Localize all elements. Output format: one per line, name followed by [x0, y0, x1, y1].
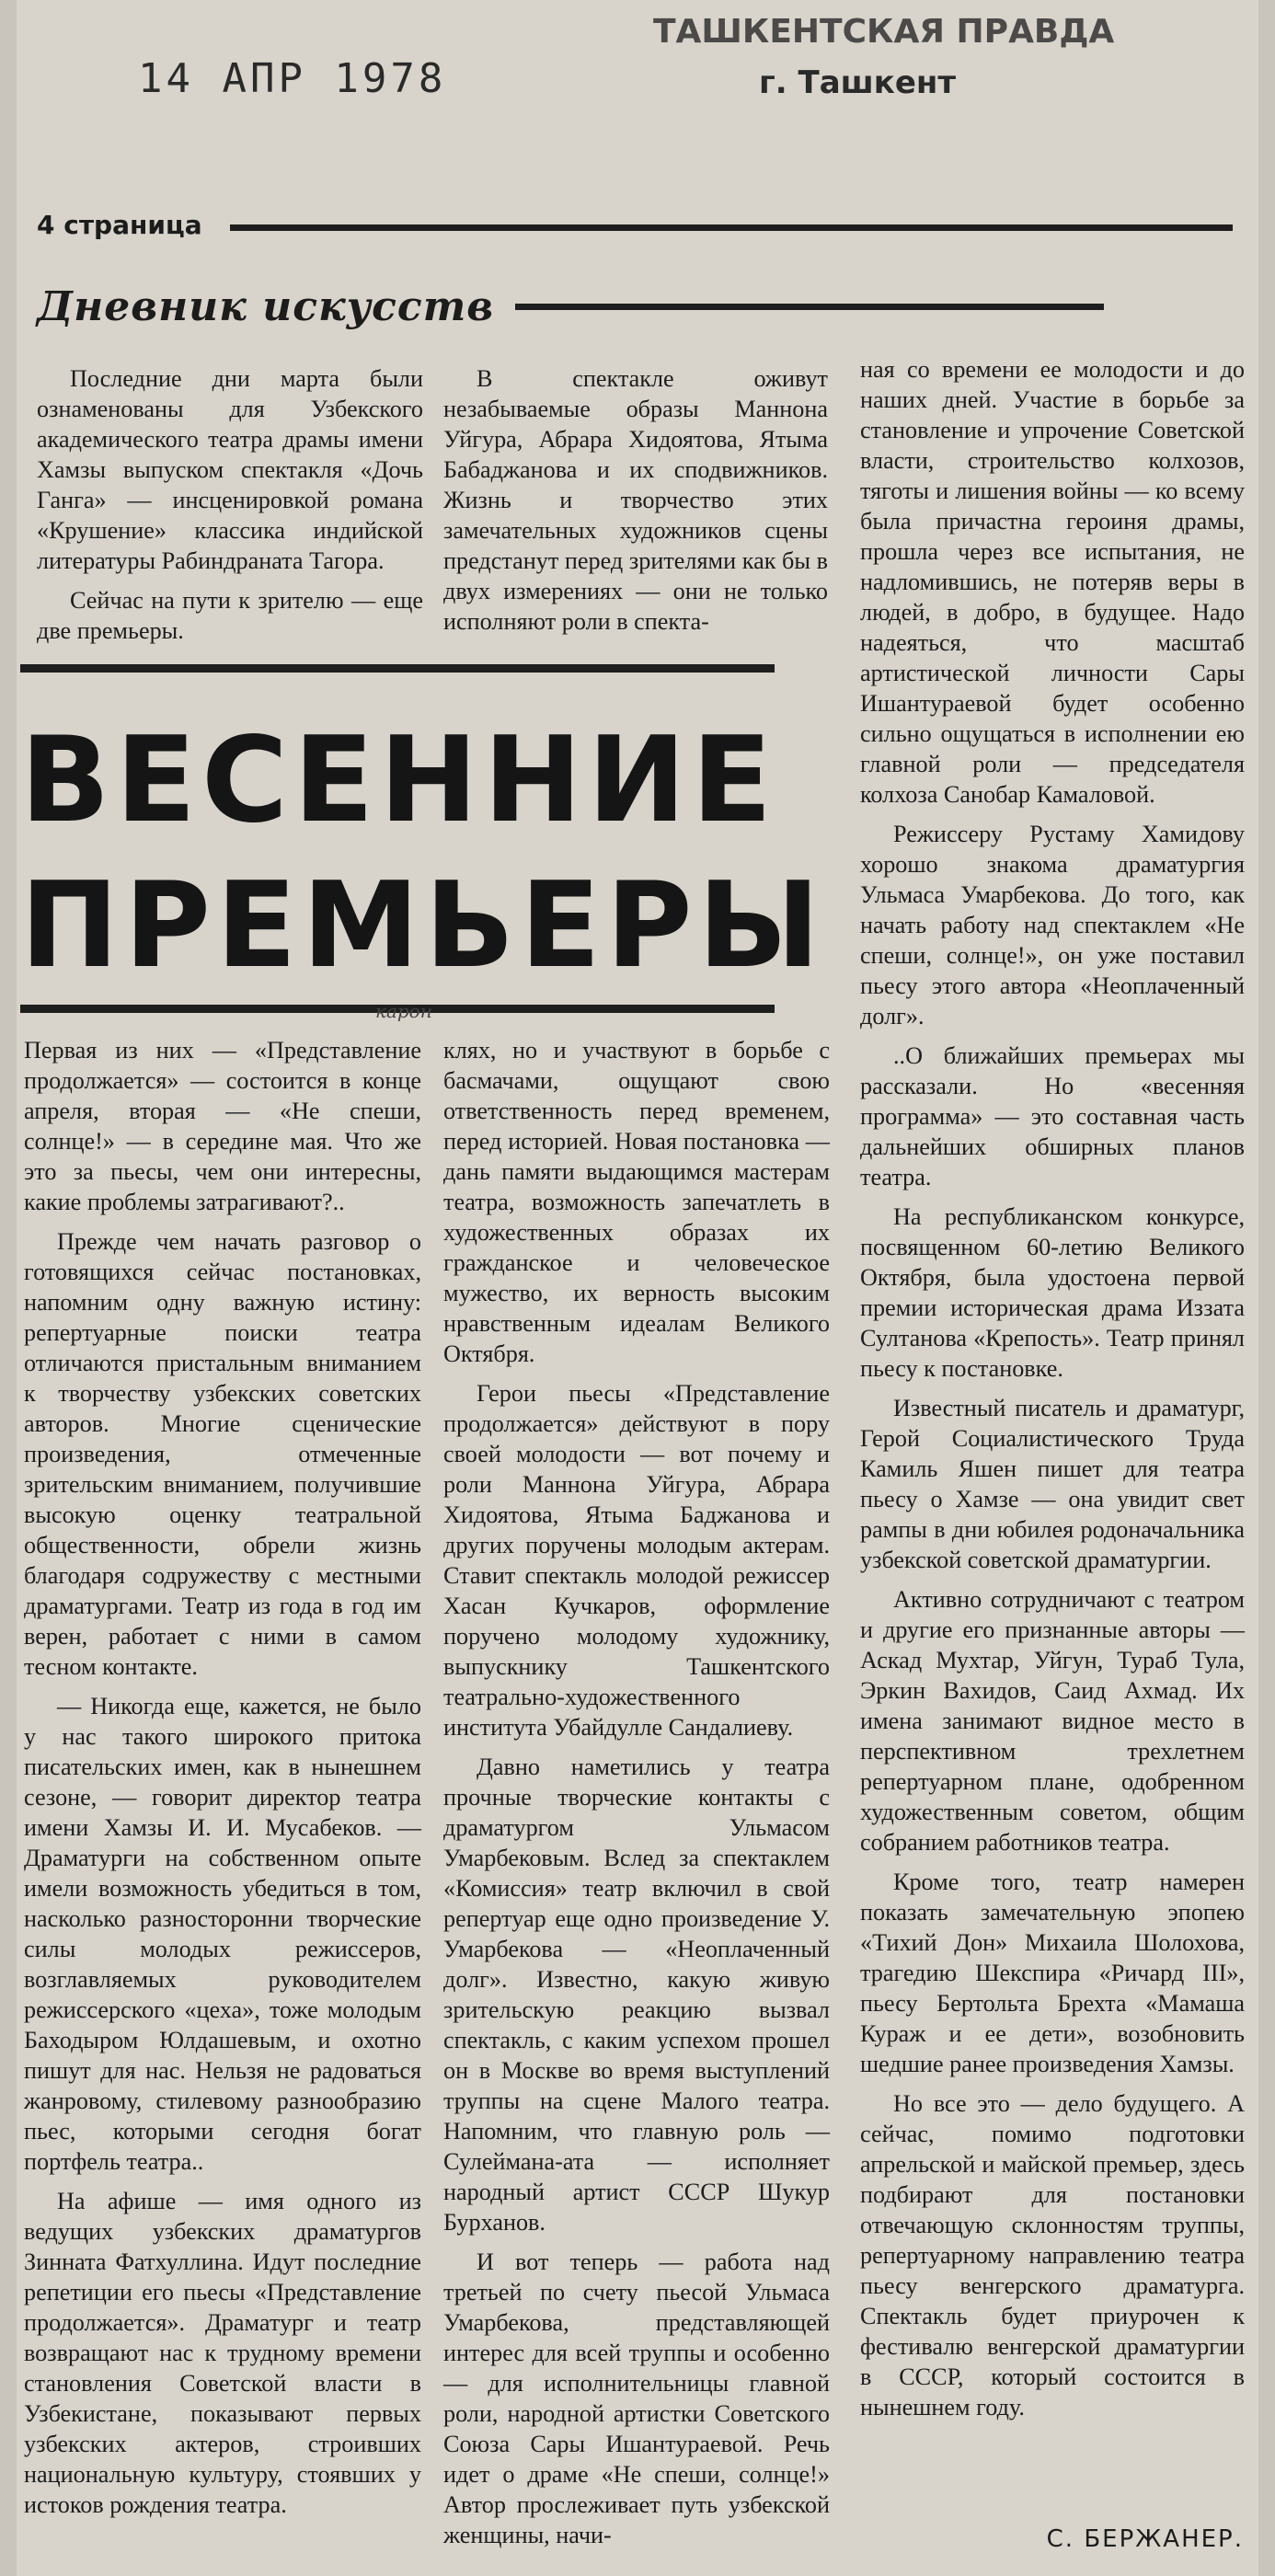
paragraph: Режиссеру Рустаму Хамидову хорошо знакома драматургия Ульмаса Умарбекова. До того, как начать работу над спектаклем «Не спеши, солнце!», он уже поставил пьесу этого автора «Неоплаченный долг».: [860, 821, 1245, 1029]
paragraph: ..О ближайших премьерах мы рассказали. Но «весенняя программа» — это составная часть дальнейших обширных планов театра.: [860, 1042, 1245, 1190]
city-stamp: г. Ташкент: [759, 64, 957, 101]
handwritten-note: карон: [375, 1000, 432, 1022]
paragraph: — Никогда еще, кажется, не было у нас такого широкого притока писательских имен, как в нынешнем сезоне, — говорит директор театра имени Хамзы И. И. Мусабеков. — Драматурги на собственном опыте имели возможность убедиться в том, насколько разносторонни творческие силы молодых режиссеров, возглавляемых руководителем режиссерского «цеха», тоже молодым Баходыром Юлдашевым, и охотно пишут для нас. Нельзя не радоваться жанровому, стилевому разнообразию пьес, которыми сегодня богат портфель театра..: [24, 1693, 421, 2175]
left-column: [24, 1035, 421, 2520]
paragraph: Прежде чем начать разговор о готовящихся сейчас постановках, напомним одну важную истину: репертуарные поиски театра отличаются пристальным вниманием к творчеству узбекских советских авторов. Многие сценические произведения, отмеченные зрительским вниманием, получившие высокую оценку театральной общественности, обрели жизнь благодаря содружеству с местными драматургами. Театр из года в год им верен, работает с ними в самом тесном контакте.: [24, 1228, 421, 1680]
headline-top-rule: [20, 664, 775, 673]
rubric-title: Дневник искусств: [37, 283, 495, 330]
headline-line: ПРЕМЬЕРЫ: [20, 857, 826, 995]
paragraph: На афише — имя одного из ведущих узбекских драматургов Зинната Фатхуллина. Идут последние репетиции его пьесы «Представление продолжается». Драматург и театр возвращают нас к трудному времени становления Советской власти в Узбекистане, показывают первых узбекских актеров, строивших национальную культуру, стоявших у истоков рождения театра.: [24, 2188, 421, 2518]
paragraph: Активно сотрудничают с театром и другие его признанные авторы — Аскад Мухтар, Уйгун, Тураб Тула, Эркин Вахидов, Саид Ахмад. Их имена занимают видное место в перспективном трехлетнем репертуарном плане, одобренном художественным советом, общим собранием работников театра.: [860, 1586, 1245, 1856]
paragraph: Кроме того, театр намерен показать замечательную эпопею «Тихий Дон» Михаила Шолохова, трагедию Шекспира «Ричард III», пьесу Бертольта Брехта «Мамаша Кураж и ее дети», возобновить шедшие ранее произведения Хамзы.: [860, 1869, 1245, 2077]
headline: [20, 708, 826, 999]
page-label-rule: [230, 224, 1233, 231]
author-signature: С. БЕРЖАНЕР.: [1046, 2525, 1244, 2553]
paragraph: ная со времени ее молодости и до наших дней. Участие в борьбе за становление и упрочение Советской власти, строительство колхозов, тяготы и лишения войны — ко всему была причастна героиня драмы, прошла через все испытания, не надломившись, не потеряв веры в людей, в добро, в будущее. Надо надеяться, что масштаб артистической личности Сары Ишантураевой будет особенно сильно ощущаться в исполнении ею главной роли — председателя колхоза Санобар Камаловой.: [860, 356, 1245, 808]
paragraph: Но все это — дело будущего. А сейчас, помимо подготовки апрельской и майской премьер, здесь подбирают для постановки отвечающую склонностям труппы, репертуарному направлению театра пьесу венгерского драматурга. Спектакль будет приурочен к фестивалю венгерской драматургии в СССР, который состоится в нынешнем году.: [860, 2090, 1245, 2421]
middle-column: [443, 1035, 830, 2550]
paragraph: И вот теперь — работа над третьей по счету пьесой Ульмаса Умарбекова, представляющей интерес для всей труппы и особенно — для исполнительницы главной роли, народной артистки Советского Союза Сары Ишантураевой. Речь идет о драме «Не спеши, солнце!» Автор прослеживает путь узбекской женщины, начи-: [443, 2248, 830, 2548]
rubric-rule: [515, 304, 1104, 310]
paragraph: Последние дни марта были ознаменованы для Узбекского академического театра драмы имени Хамзы выпуском спектакля «Дочь Ганга» — инсценировкой романа «Крушение» классика индийской литературы Рабиндраната Тагора.: [37, 365, 423, 574]
paragraph: клях, но и участвуют в борьбе с басмачами, ощущают свою ответственность перед временем, перед историей. Новая постановка — дань памяти выдающимся мастерам театра, возможность запечатлеть в художественных образах их гражданское и человеческое мужество, их верность высоким нравственным идеалам Великого Октября.: [443, 1037, 830, 1367]
paragraph: На республиканском конкурсе, посвященном 60-летию Великого Октября, была удостоена первой премии историческая драма Иззата Султанова «Крепость». Театр принял пьесу к постановке.: [860, 1203, 1245, 1382]
paragraph: Известный писатель и драматург, Герой Социалистического Труда Камиль Яшен пишет для театра пьесу о Хамзе — она увидит свет рампы в дни юбилея родоначальника узбекской советской драматургии.: [860, 1395, 1245, 1573]
paragraph: Первая из них — «Представление продолжается» — состоится в конце апреля, вторая — «Не спеши, солнце!» — в середине мая. Что же это за пьесы, чем они интересны, какие проблемы затрагивают?..: [24, 1037, 421, 1215]
date-stamp: 14 АПР 1978: [138, 55, 447, 102]
paragraph: Давно наметились у театра прочные творческие контакты с драматургом Ульмасом Умарбековым. Вслед за спектаклем «Комиссия» театр включил в свой репертуар еще одно произведение У. Умарбекова — «Неоплаченный долг». Известно, какую живую зрительскую реакцию вызвал спектакль, с каким успехом прошел он в Москве во время выступлений труппы на сцене Малого театра. Напомним, что главную роль — Сулеймана-ата — исполняет народный артист СССР Шукур Бурханов.: [443, 1754, 830, 2236]
newspaper-name-stamp: ТАШКЕНТСКАЯ ПРАВДА: [653, 13, 1115, 51]
paragraph: В спектакле оживут незабываемые образы Маннона Уйгура, Абрара Хидоятова, Ятыма Бабаджанова и их сподвижников. Жизнь и творчество этих замечательных художников сцены предстанут перед зрителями как бы в двух измерениях — они не только исполняют роли в спекта-: [443, 365, 828, 635]
intro-column-1: [37, 363, 423, 646]
page-label: 4 страница: [37, 210, 202, 240]
headline-line: ВЕСЕННИЕ: [20, 712, 778, 849]
paragraph: Сейчас на пути к зрителю — еще две премьеры.: [37, 587, 423, 644]
right-column: [860, 354, 1245, 2422]
paragraph: Герои пьесы «Представление продолжается» действуют в пору своей молодости — вот почему и роли Маннона Уйгура, Абрара Хидоятова, Ятыма Баджанова и других поручены молодым актерам. Ставит спектакль молодой режиссер Хасан Кучкаров, оформление поручено молодому художнику, выпускнику Ташкентского театрально-художественного института Убайдулле Сандалиеву.: [443, 1380, 830, 1741]
intro-column-2: [443, 363, 828, 637]
